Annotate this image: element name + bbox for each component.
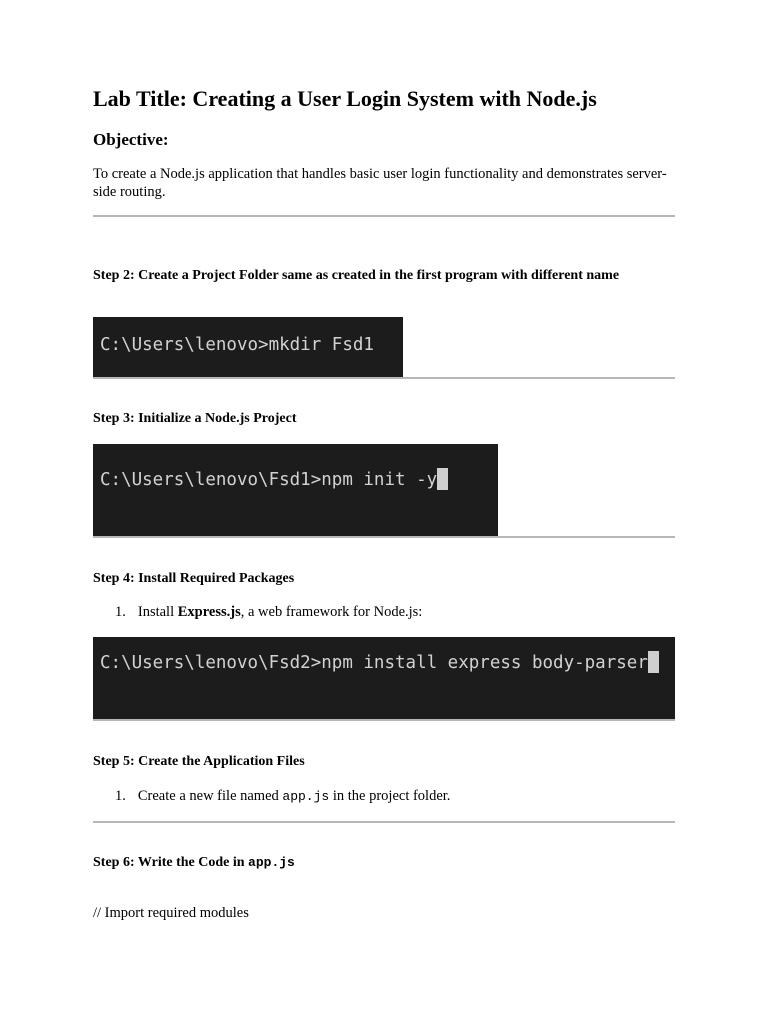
list-text-prefix: Install <box>137 604 178 620</box>
terminal-command: C:\Users\lenovo\Fsd1>npm init -y <box>100 470 438 490</box>
objective-heading: Objective: <box>93 130 169 149</box>
divider <box>93 377 675 379</box>
divider <box>93 215 675 217</box>
step-2-heading: Step 2: Create a Project Folder same as created in the first program with different name <box>93 268 620 283</box>
divider <box>93 536 675 538</box>
page-title: Lab Title: Creating a User Login System with Node.js <box>93 86 597 111</box>
terminal-cursor <box>648 651 659 673</box>
inline-code: app.js <box>248 855 295 870</box>
step-4-heading: Step 4: Install Required Packages <box>93 571 295 586</box>
divider <box>93 821 675 823</box>
terminal-screenshot-step-3 <box>93 444 498 536</box>
terminal-cursor <box>437 468 448 490</box>
list-text-prefix: Create a new file named <box>137 788 283 804</box>
objective-text: To create a Node.js application that handles basic user login functionality and demonstrates server-side routing. <box>93 166 667 200</box>
terminal-screenshot-step-2 <box>93 317 403 377</box>
terminal-command: C:\Users\lenovo>mkdir Fsd1 <box>100 335 374 355</box>
list-text-bold: Express.js <box>177 604 241 620</box>
step-6-heading-text: Step 6: Write the Code in <box>93 855 249 870</box>
list-item <box>115 787 450 805</box>
step-5-heading: Step 5: Create the Application Files <box>93 754 305 769</box>
list-item <box>115 603 422 621</box>
list-text-suffix: , a web framework for Node.js: <box>240 604 423 620</box>
inline-code: app.js <box>282 789 330 804</box>
step-6-heading <box>93 854 295 871</box>
code-comment: // Import required modules <box>93 905 249 921</box>
list-text <box>138 788 451 804</box>
list-text <box>138 604 422 620</box>
terminal-screenshot-step-4 <box>93 637 675 719</box>
list-text-suffix: in the project folder. <box>329 788 451 804</box>
terminal-command: C:\Users\lenovo\Fsd2>npm install express body-parser <box>100 653 648 673</box>
list-number: 1. <box>115 788 126 804</box>
step-3-heading: Step 3: Initialize a Node.js Project <box>93 411 297 426</box>
divider <box>93 719 675 721</box>
list-number: 1. <box>115 604 126 620</box>
